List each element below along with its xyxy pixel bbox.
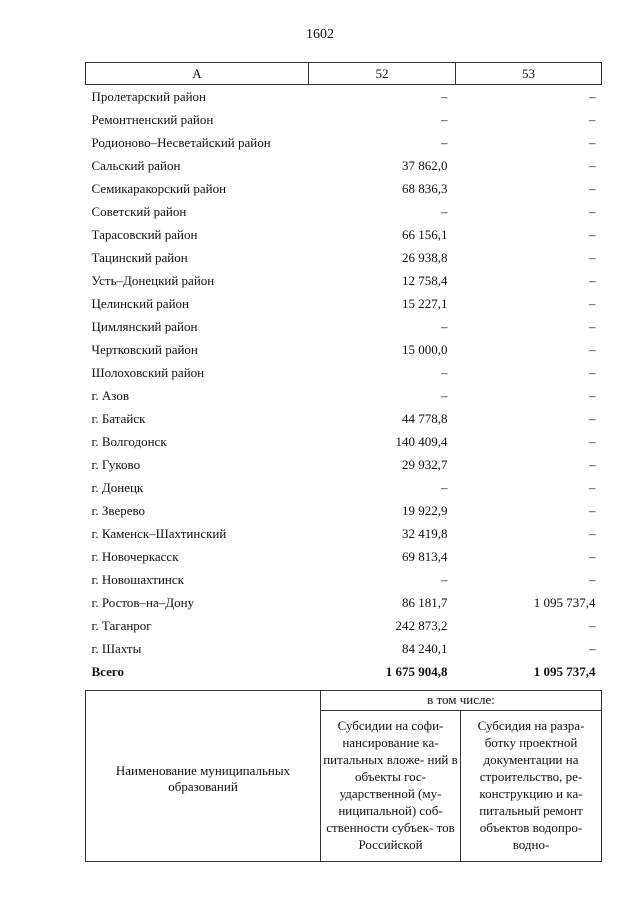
row-col-52: 86 181,7 bbox=[402, 594, 448, 610]
row-name: Тарасовский район bbox=[91, 226, 198, 242]
row-col-52: 26 938,8 bbox=[402, 249, 448, 265]
total-label: Всего bbox=[91, 663, 124, 679]
row-name: Родионово–Несветайский район bbox=[91, 134, 271, 150]
subsidy-col-52-header: Субсидии на софи- нансирование ка- питальных вложе- ний в объекты гос- ударственной (му- ниципальной) соб- ственности субъек- тов Российской bbox=[321, 710, 461, 861]
row-col-52: 29 932,7 bbox=[402, 456, 448, 472]
table-row bbox=[86, 315, 602, 338]
row-col-53: – bbox=[589, 479, 596, 495]
table-row bbox=[86, 292, 602, 315]
row-name: Усть–Донецкий район bbox=[91, 272, 215, 288]
row-name: г. Волгодонск bbox=[91, 433, 167, 449]
row-col-52: 69 813,4 bbox=[402, 548, 448, 564]
row-col-53: – bbox=[589, 640, 596, 656]
row-name: г. Зверево bbox=[91, 502, 146, 518]
row-col-53: – bbox=[589, 111, 596, 127]
table-row bbox=[86, 522, 602, 545]
row-col-52: 44 778,8 bbox=[402, 410, 448, 426]
row-col-52: 19 922,9 bbox=[402, 502, 448, 518]
table-row bbox=[86, 269, 602, 292]
municipal-name-header: Наименование муниципальных образований bbox=[86, 691, 321, 862]
subsidy-col-53-header: Субсидия на разра- ботку проектной документации на строительство, ре- конструкцию и ка- питальный ремонт объектов водопро- водно- bbox=[461, 710, 602, 861]
row-col-52: – bbox=[441, 111, 448, 127]
row-name: г. Новошахтинск bbox=[91, 571, 184, 587]
row-name: Ремонтненский район bbox=[91, 111, 214, 127]
row-col-53: – bbox=[589, 180, 596, 196]
table-row bbox=[86, 591, 602, 614]
row-col-53: – bbox=[589, 226, 596, 242]
row-col-52: 66 156,1 bbox=[402, 226, 448, 242]
table-row bbox=[86, 246, 602, 269]
data-table bbox=[85, 62, 602, 683]
table-row bbox=[86, 338, 602, 361]
table-row bbox=[86, 545, 602, 568]
row-name: г. Новочеркасск bbox=[91, 548, 179, 564]
row-col-53: – bbox=[589, 88, 596, 104]
row-col-53: – bbox=[589, 157, 596, 173]
table-row bbox=[86, 108, 602, 131]
row-col-53: – bbox=[589, 272, 596, 288]
header-col-53: 53 bbox=[456, 63, 602, 85]
table-row bbox=[86, 637, 602, 660]
row-col-53: – bbox=[589, 203, 596, 219]
row-col-53: – bbox=[589, 364, 596, 380]
row-col-53: – bbox=[589, 433, 596, 449]
row-col-52: 12 758,4 bbox=[402, 272, 448, 288]
row-col-52: 84 240,1 bbox=[402, 640, 448, 656]
table-row bbox=[86, 430, 602, 453]
row-name: Пролетарский район bbox=[91, 88, 207, 104]
row-col-52: 140 409,4 bbox=[395, 433, 448, 449]
row-col-52: – bbox=[441, 203, 448, 219]
row-col-53: – bbox=[589, 456, 596, 472]
table-row bbox=[86, 384, 602, 407]
table-row bbox=[86, 568, 602, 591]
row-col-53: – bbox=[589, 249, 596, 265]
table-header-row bbox=[86, 63, 602, 85]
table-row bbox=[86, 453, 602, 476]
table-row bbox=[86, 85, 602, 109]
row-col-52: – bbox=[441, 318, 448, 334]
table-row bbox=[86, 614, 602, 637]
row-name: г. Батайск bbox=[91, 410, 146, 426]
row-name: г. Каменск–Шахтинский bbox=[91, 525, 227, 541]
row-col-53: – bbox=[589, 571, 596, 587]
row-name: г. Донецк bbox=[91, 479, 144, 495]
table-body bbox=[86, 85, 602, 661]
row-col-52: – bbox=[441, 88, 448, 104]
table-row bbox=[86, 177, 602, 200]
table-row bbox=[86, 223, 602, 246]
row-col-52: – bbox=[441, 479, 448, 495]
row-name: Целинский район bbox=[91, 295, 189, 311]
total-col-53: 1 095 737,4 bbox=[533, 663, 596, 679]
total-row bbox=[86, 660, 602, 683]
row-name: Сальский район bbox=[91, 157, 181, 173]
row-col-52: – bbox=[441, 134, 448, 150]
header-col-52: 52 bbox=[309, 63, 456, 85]
table-row bbox=[86, 499, 602, 522]
row-col-52: 68 836,3 bbox=[402, 180, 448, 196]
row-col-53: – bbox=[589, 134, 596, 150]
table-row bbox=[86, 407, 602, 430]
table-row bbox=[86, 200, 602, 223]
row-col-52: – bbox=[441, 571, 448, 587]
row-name: г. Гуково bbox=[91, 456, 141, 472]
row-name: Чертковский район bbox=[91, 341, 198, 357]
row-col-53: – bbox=[589, 387, 596, 403]
table-row bbox=[86, 154, 602, 177]
row-name: Тацинский район bbox=[91, 249, 188, 265]
row-col-53: 1 095 737,4 bbox=[533, 594, 596, 610]
row-name: Шолоховский район bbox=[91, 364, 205, 380]
row-col-53: – bbox=[589, 525, 596, 541]
row-name: г. Ростов–на–Дону bbox=[91, 594, 195, 610]
row-col-52: 15 000,0 bbox=[402, 341, 448, 357]
header-col-a: А bbox=[86, 63, 309, 85]
row-name: Советский район bbox=[91, 203, 187, 219]
page-number: 1602 bbox=[306, 27, 334, 42]
row-name: Семикаракорский район bbox=[91, 180, 227, 196]
row-name: г. Азов bbox=[91, 387, 129, 403]
table-row bbox=[86, 476, 602, 499]
row-col-52: 242 873,2 bbox=[395, 617, 448, 633]
row-name: Цимлянский район bbox=[91, 318, 198, 334]
row-col-53: – bbox=[589, 502, 596, 518]
row-col-52: 32 419,8 bbox=[402, 525, 448, 541]
row-col-53: – bbox=[589, 548, 596, 564]
row-col-52: – bbox=[441, 364, 448, 380]
row-col-53: – bbox=[589, 318, 596, 334]
continuation-header-table bbox=[85, 690, 602, 862]
table-row bbox=[86, 131, 602, 154]
including-header: в том числе: bbox=[321, 691, 602, 711]
row-name: г. Таганрог bbox=[91, 617, 152, 633]
row-col-52: 15 227,1 bbox=[402, 295, 448, 311]
row-col-53: – bbox=[589, 410, 596, 426]
table-row bbox=[86, 361, 602, 384]
row-col-52: – bbox=[441, 387, 448, 403]
row-col-53: – bbox=[589, 295, 596, 311]
row-col-53: – bbox=[589, 617, 596, 633]
row-col-53: – bbox=[589, 341, 596, 357]
total-col-52: 1 675 904,8 bbox=[385, 663, 448, 679]
row-col-52: 37 862,0 bbox=[402, 157, 448, 173]
row-name: г. Шахты bbox=[91, 640, 142, 656]
